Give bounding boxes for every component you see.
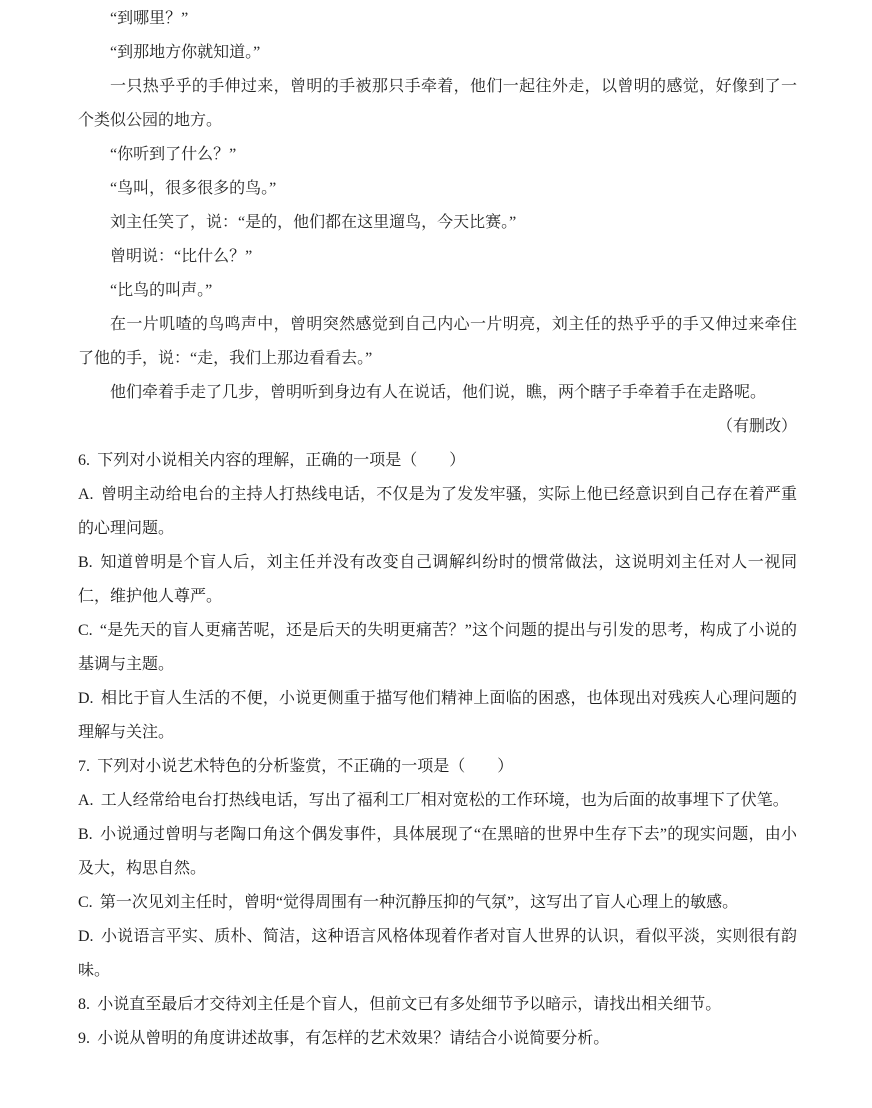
question-option: [78, 784, 797, 818]
story-paragraph: “到那地方你就知道。”: [110, 44, 261, 61]
question-option: [78, 478, 797, 546]
story-attribution: （有删改）: [716, 418, 797, 435]
question-option: [78, 614, 797, 682]
option-label: B.: [78, 554, 93, 571]
option-text: 小说通过曾明与老陶口角这个偶发事件，具体展现了“在黑暗的世界中生存下去”的现实问题，由小及大，构思自然。: [78, 826, 797, 877]
option-label: B.: [78, 826, 93, 843]
question-option: [78, 920, 797, 988]
question-number: 9.: [78, 1030, 90, 1047]
question-stem: [78, 750, 797, 784]
story-paragraph: “到哪里？”: [110, 10, 189, 27]
story-excerpt: [78, 2, 797, 444]
question-6: [78, 444, 797, 750]
question-number: 6.: [78, 452, 90, 469]
option-text: 小说语言平实、质朴、简洁，这种语言风格体现着作者对盲人世界的认识，看似平淡，实则很有韵味。: [78, 928, 797, 979]
option-text: 曾明主动给电台的主持人打热线电话，不仅是为了发发牢骚，实际上他已经意识到自己存在着严重的心理问题。: [78, 486, 797, 537]
question-number: 8.: [78, 996, 90, 1013]
story-paragraph: 刘主任笑了，说：“是的，他们都在这里遛鸟，今天比赛。”: [110, 214, 517, 231]
option-text: 相比于盲人生活的不便，小说更侧重于描写他们精神上面临的困惑，也体现出对残疾人心理问题的理解与关注。: [78, 690, 797, 741]
option-text: 工人经常给电台打热线电话，写出了福利工厂相对宽松的工作环境，也为后面的故事埋下了伏笔。: [100, 792, 789, 809]
question-7: [78, 750, 797, 988]
question-8: [78, 988, 797, 1022]
question-stem: [78, 1022, 797, 1056]
question-option: [78, 546, 797, 614]
story-paragraph: “比鸟的叫声。”: [110, 282, 213, 299]
story-paragraph: 一只热乎乎的手伸过来，曾明的手被那只手牵着，他们一起往外走，以曾明的感觉，好像到了一个类似公园的地方。: [78, 78, 797, 129]
option-text: 第一次见刘主任时，曾明“觉得周围有一种沉静压抑的气氛”，这写出了盲人心理上的敏感。: [99, 894, 739, 911]
option-label: C.: [78, 894, 93, 911]
option-text: 知道曾明是个盲人后，刘主任并没有改变自己调解纠纷时的惯常做法，这说明刘主任对人一视同仁，维护他人尊严。: [78, 554, 797, 605]
question-stem: [78, 444, 797, 478]
question-stem-text: 小说直至最后才交待刘主任是个盲人，但前文已有多处细节予以暗示，请找出相关细节。: [97, 996, 722, 1013]
option-label: C.: [78, 622, 93, 639]
question-stem-text: 小说从曾明的角度讲述故事，有怎样的艺术效果？请结合小说简要分析。: [97, 1030, 610, 1047]
option-text: “是先天的盲人更痛苦呢，还是后天的失明更痛苦？”这个问题的提出与引发的思考，构成了小说的基调与主题。: [78, 622, 797, 673]
question-stem-text: 下列对小说相关内容的理解，正确的一项是（ ）: [97, 452, 466, 469]
question-number: 7.: [78, 758, 90, 775]
option-label: A.: [78, 486, 94, 503]
story-paragraph: “你听到了什么？”: [110, 146, 237, 163]
story-paragraph: 曾明说：“比什么？”: [110, 248, 253, 265]
story-paragraph: 他们牵着手走了几步，曾明听到身边有人在说话，他们说，瞧，两个瞎子手牵着手在走路呢。: [110, 384, 767, 401]
option-label: D.: [78, 690, 94, 707]
question-9: [78, 1022, 797, 1056]
questions-section: [78, 444, 797, 1056]
story-paragraph: “鸟叫，很多很多的鸟。”: [110, 180, 277, 197]
story-paragraph: 在一片叽喳的鸟鸣声中，曾明突然感觉到自己内心一片明亮，刘主任的热乎乎的手又伸过来牵住了他的手，说：“走，我们上那边看看去。”: [78, 316, 797, 367]
question-stem: [78, 988, 797, 1022]
question-option: [78, 682, 797, 750]
question-option: [78, 886, 797, 920]
option-label: D.: [78, 928, 94, 945]
option-label: A.: [78, 792, 94, 809]
question-stem-text: 下列对小说艺术特色的分析鉴赏，不正确的一项是（ ）: [97, 758, 514, 775]
question-option: [78, 818, 797, 886]
